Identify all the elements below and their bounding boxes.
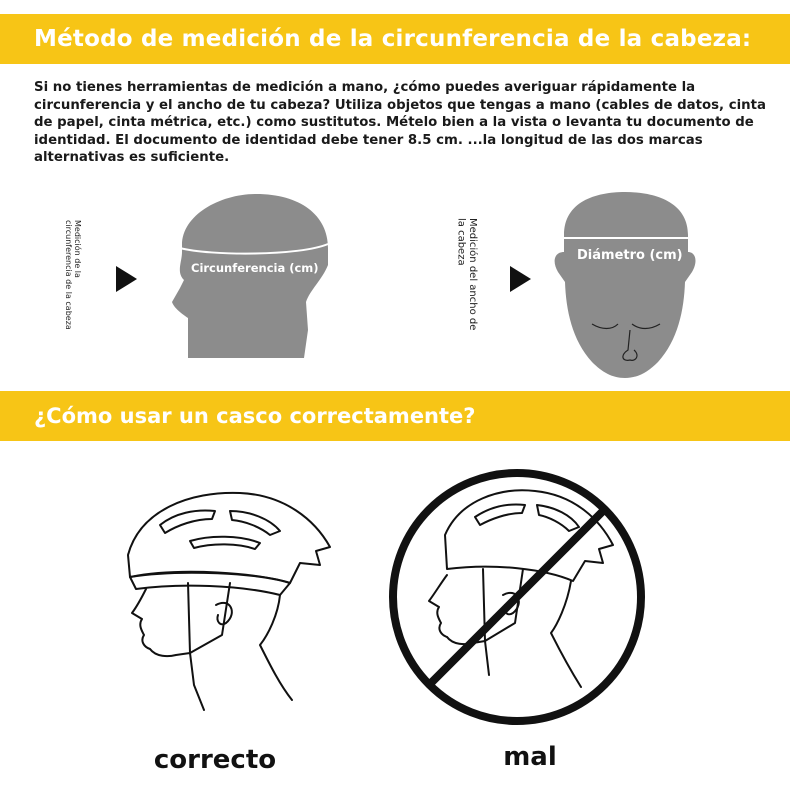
helmet-rim [130, 573, 290, 595]
neck-line [551, 581, 581, 687]
correct-caption: correcto [153, 745, 277, 775]
wrong-helmet-illustration [385, 465, 650, 730]
play-arrow-icon [116, 266, 137, 292]
correct-helmet-illustration [120, 485, 340, 715]
helmet-vent [190, 537, 260, 549]
circumference-vertical-label: Medición de la circunferencia de la cabeza [63, 220, 82, 330]
face-profile [132, 589, 204, 710]
front-head-shape [555, 192, 696, 378]
front-view-head-illustration [550, 190, 700, 385]
wrong-caption: mal [503, 742, 557, 772]
side-profile-head-illustration [170, 190, 340, 380]
helmet-vent [537, 505, 579, 531]
helmet-vent [230, 511, 280, 535]
play-arrow-icon [510, 266, 531, 292]
width-vertical-label: Medición del ancho de la cabeza [455, 218, 478, 331]
helmet-vent [475, 505, 525, 526]
helmet-strap [190, 583, 230, 653]
intro-paragraph: Si no tienes herramientas de medición a mano, ¿cómo puedes averiguar rápidamente la circunferencia y el ancho de tu cabeza? Utiliza objetos que tengas a mano (cables de datos, cinta de papel, cinta métrica, etc.) como sustitutos. Mételo bien a la vista o levanta tu documento de identidad. El documento de identidad debe tener 8.5 cm. ...la longitud de las dos marcas alternativas es suficiente. [34, 80, 766, 165]
circumference-head-label: Circunferencia (cm) [191, 261, 319, 275]
section-title-measurement: Método de medición de la circunferencia de la cabeza: [0, 14, 790, 64]
section-title-helmet-usage: ¿Cómo usar un casco correctamente? [0, 391, 790, 441]
helmet-vent [160, 511, 215, 533]
side-head-shape [172, 194, 328, 358]
neck-line [260, 595, 292, 700]
diameter-head-label: Diámetro (cm) [577, 248, 683, 263]
prohibition-icon [393, 473, 641, 721]
helmet-strap [188, 583, 190, 653]
helmet-shell [128, 493, 330, 583]
helmet-shell [445, 490, 613, 581]
